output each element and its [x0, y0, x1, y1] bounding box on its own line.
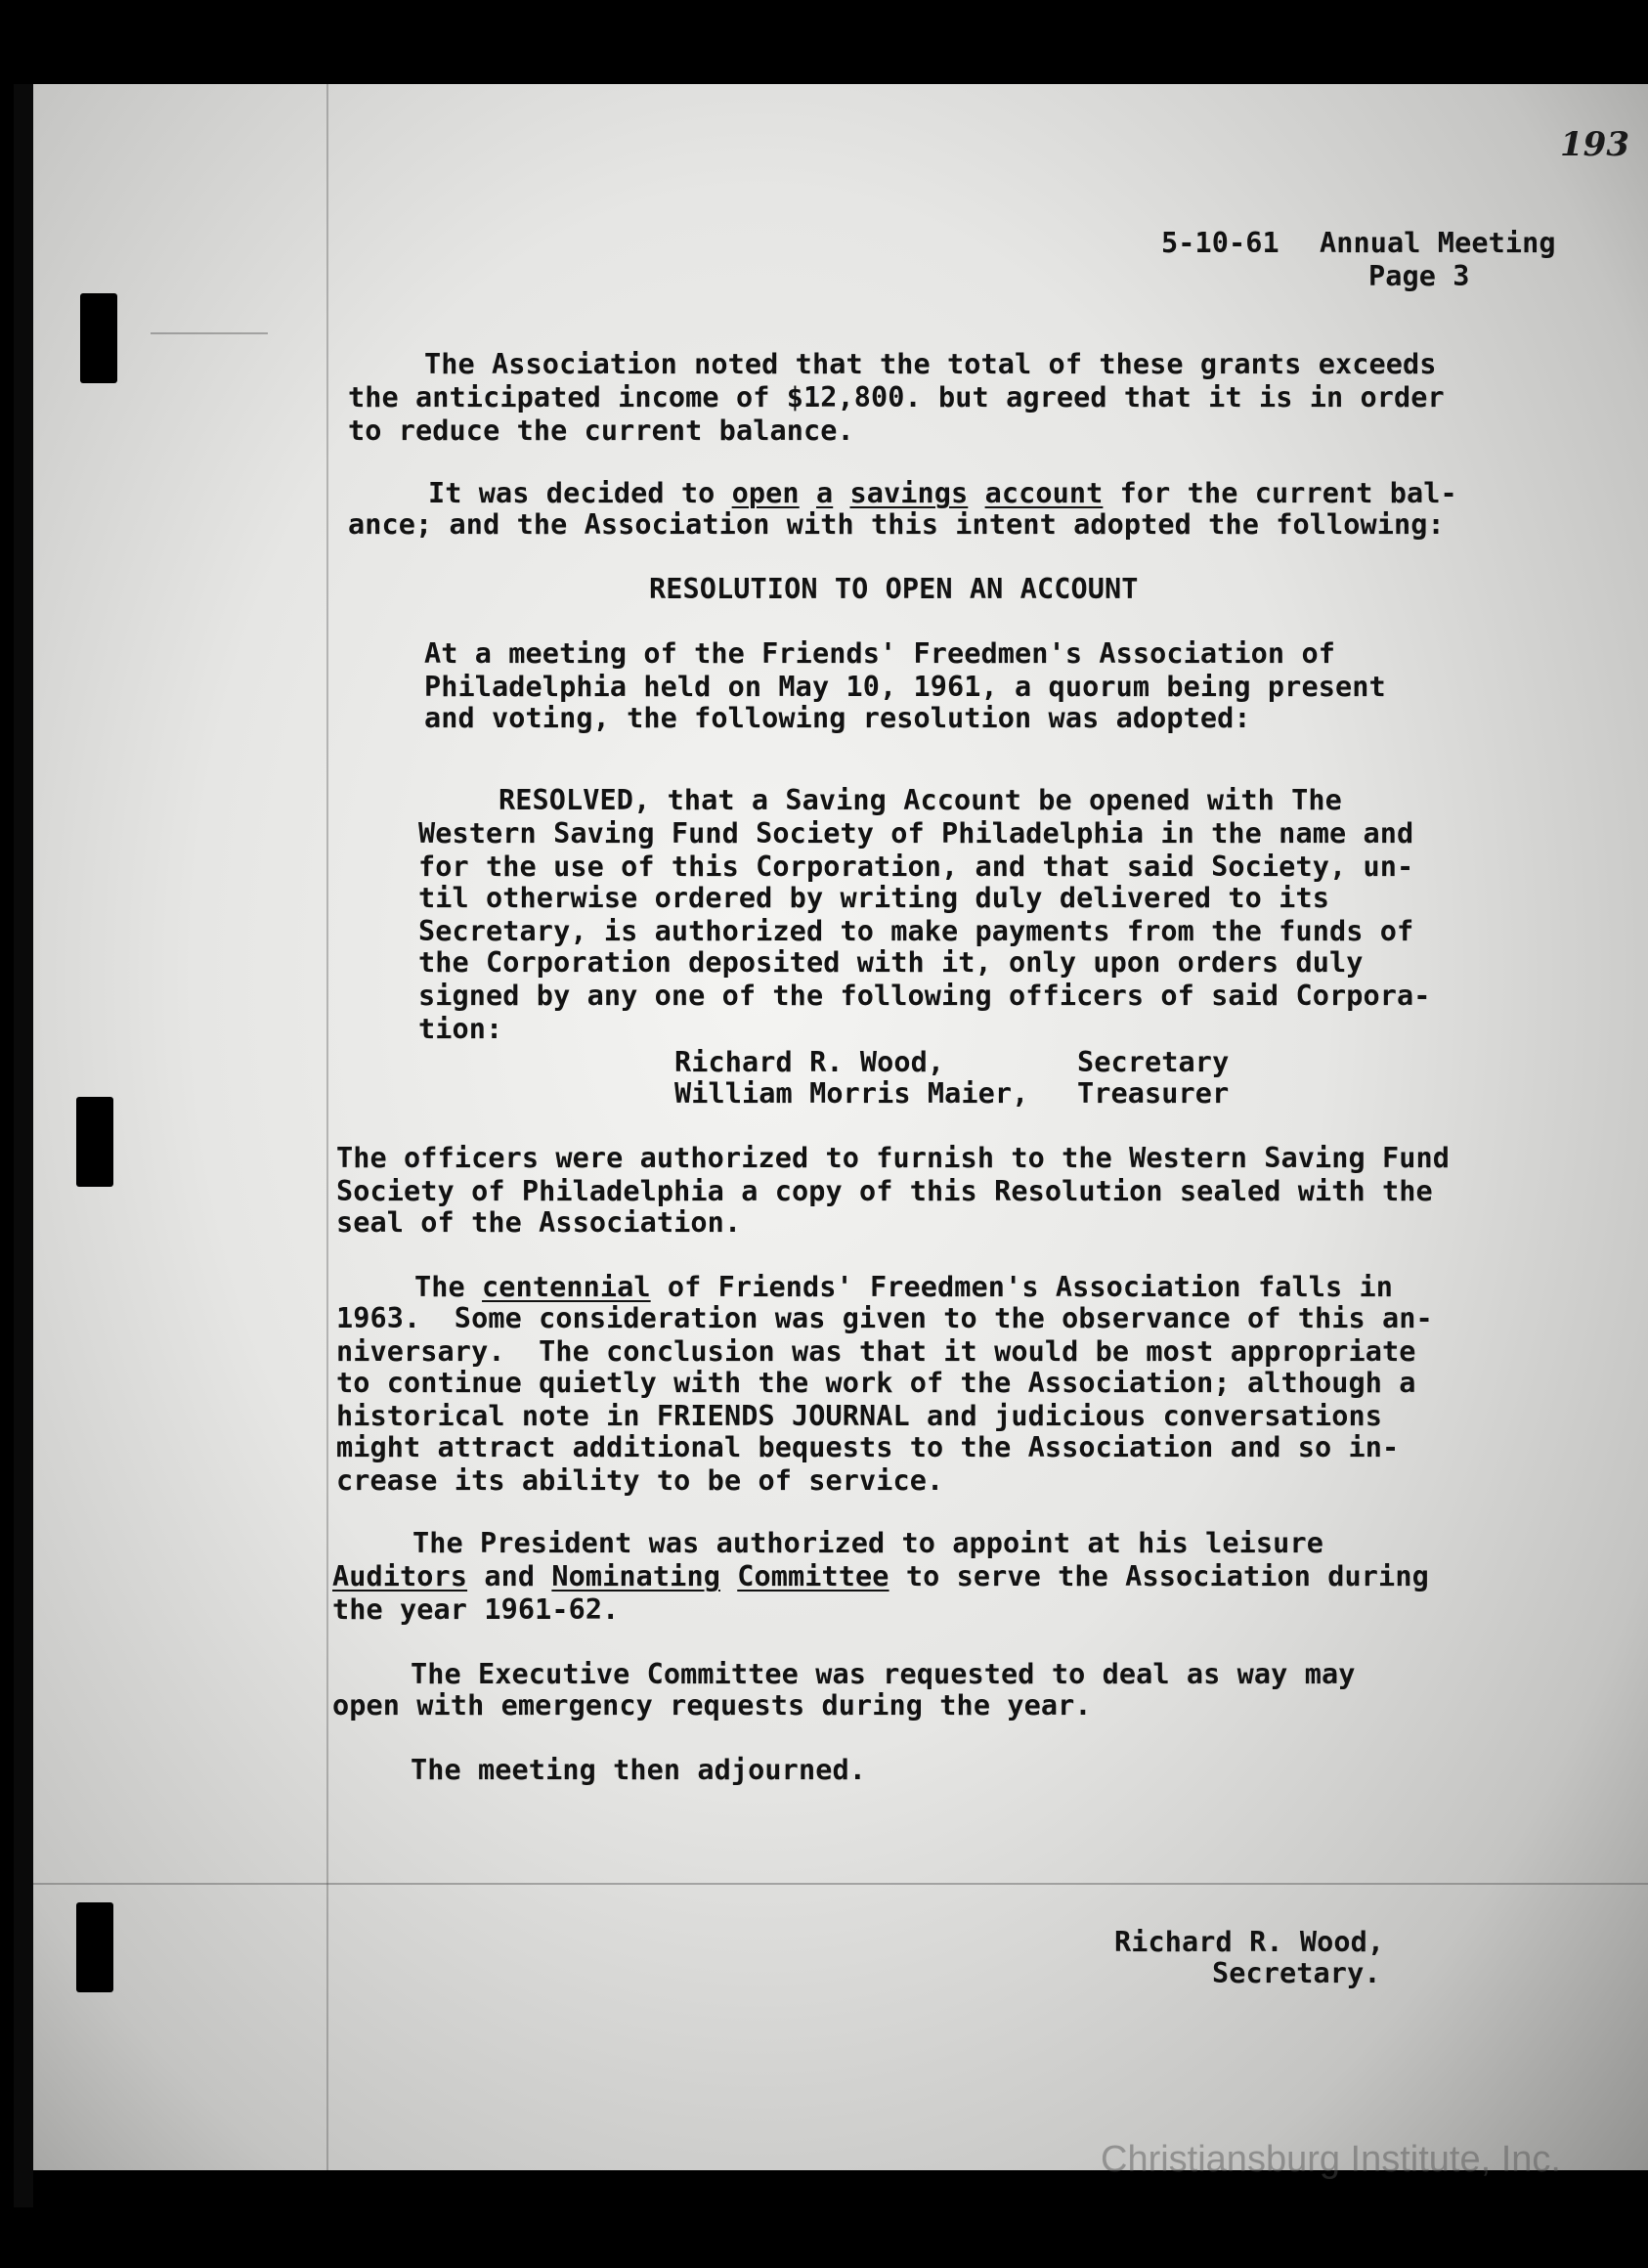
text-line: signed by any one of the following officers of said Corpora-: [418, 980, 1431, 1012]
underlined-word: account: [984, 477, 1104, 509]
text-line: [428, 477, 1457, 509]
text-line: At a meeting of the Friends' Freedmen's Association of: [424, 637, 1335, 670]
officer-title: Secretary: [1077, 1046, 1230, 1078]
binder-hole-top: [80, 293, 117, 383]
text-line: open with emergency requests during the year.: [332, 1689, 1092, 1722]
watermark: Christiansburg Institute, Inc.: [1101, 2139, 1561, 2180]
text-line: RESOLVED, that a Saving Account be opened with The: [499, 784, 1342, 816]
binder-hole-middle: [76, 1097, 113, 1187]
film-edge: [14, 84, 33, 2207]
text-span: and: [467, 1560, 552, 1592]
scan-line: [151, 332, 268, 334]
text-line: The President was authorized to appoint at his leisure: [412, 1527, 1323, 1559]
text-line: til otherwise ordered by writing duly delivered to its: [418, 882, 1329, 914]
underlined-word: a: [815, 477, 834, 509]
underlined-word: savings: [849, 477, 969, 509]
text-line: The officers were authorized to furnish to the Western Saving Fund: [336, 1142, 1451, 1174]
text-span: The: [414, 1271, 483, 1303]
text-line: The Association noted that the total of these grants exceeds: [424, 348, 1437, 380]
header-page: Page 3: [1368, 260, 1470, 292]
text-line: historical note in FRIENDS JOURNAL and judicious conversations: [336, 1400, 1383, 1432]
text-line: might attract additional bequests to the Association and so in-: [336, 1431, 1400, 1463]
text-line: Western Saving Fund Society of Philadelphia in the name and: [418, 817, 1414, 850]
text-line: [332, 1560, 1429, 1592]
text-line: and voting, the following resolution was adopted:: [424, 702, 1251, 734]
text-line: the anticipated income of $12,800. but agreed that it is in order: [348, 381, 1445, 414]
document-page: [33, 84, 1648, 2207]
text-line: The meeting then adjourned.: [411, 1754, 866, 1786]
binder-hole-bottom: [76, 1902, 113, 1992]
signature-name: Richard R. Wood,: [1114, 1926, 1385, 1958]
officer-name: Richard R. Wood,: [674, 1046, 945, 1078]
text-span: for the current bal-: [1103, 477, 1457, 509]
text-line: the Corporation deposited with it, only upon orders duly: [418, 946, 1364, 979]
text-line: The Executive Committee was requested to deal as way may: [411, 1658, 1356, 1690]
text-line: Society of Philadelphia a copy of this Resolution sealed with the: [336, 1175, 1433, 1207]
underlined-word: centennial: [482, 1271, 651, 1303]
text-line: niversary. The conclusion was that it would be most appropriate: [336, 1335, 1416, 1368]
scan-line: [33, 1883, 1648, 1885]
header-date: 5-10-61: [1161, 227, 1279, 259]
underlined-word: Auditors: [332, 1560, 468, 1592]
text-line: to reduce the current balance.: [348, 414, 854, 447]
text-span: to serve the Association during: [889, 1560, 1429, 1592]
officer-name: William Morris Maier,: [674, 1077, 1029, 1110]
header-meeting: Annual Meeting: [1320, 227, 1556, 259]
scan-line: [326, 84, 328, 2207]
underlined-word: Committee: [737, 1560, 889, 1592]
text-line: for the use of this Corporation, and that said Society, un-: [418, 850, 1414, 883]
text-span: of Friends' Freedmen's Association falls in: [650, 1271, 1394, 1303]
text-line: Philadelphia held on May 10, 1961, a quorum being present: [424, 671, 1386, 703]
text-line: to continue quietly with the work of the Association; although a: [336, 1367, 1416, 1399]
resolution-title: RESOLUTION TO OPEN AN ACCOUNT: [649, 573, 1139, 605]
page-number: 193: [1560, 125, 1629, 164]
underlined-word: open: [731, 477, 800, 509]
text-span: It was decided to: [428, 477, 732, 509]
officer-title: Treasurer: [1077, 1077, 1230, 1110]
text-line: Secretary, is authorized to make payments from the funds of: [418, 915, 1414, 947]
signature-title: Secretary.: [1212, 1957, 1381, 1989]
text-line: the year 1961-62.: [332, 1593, 620, 1626]
film-edge-bottom: [33, 2170, 1648, 2268]
text-line: [414, 1271, 1393, 1303]
text-line: 1963. Some consideration was given to the observance of this an-: [336, 1302, 1433, 1334]
text-line: seal of the Association.: [336, 1206, 742, 1239]
text-line: tion:: [418, 1013, 503, 1045]
text-line: crease its ability to be of service.: [336, 1464, 944, 1497]
text-line: ance; and the Association with this intent adopted the following:: [348, 508, 1445, 541]
underlined-word: Nominating: [551, 1560, 720, 1592]
